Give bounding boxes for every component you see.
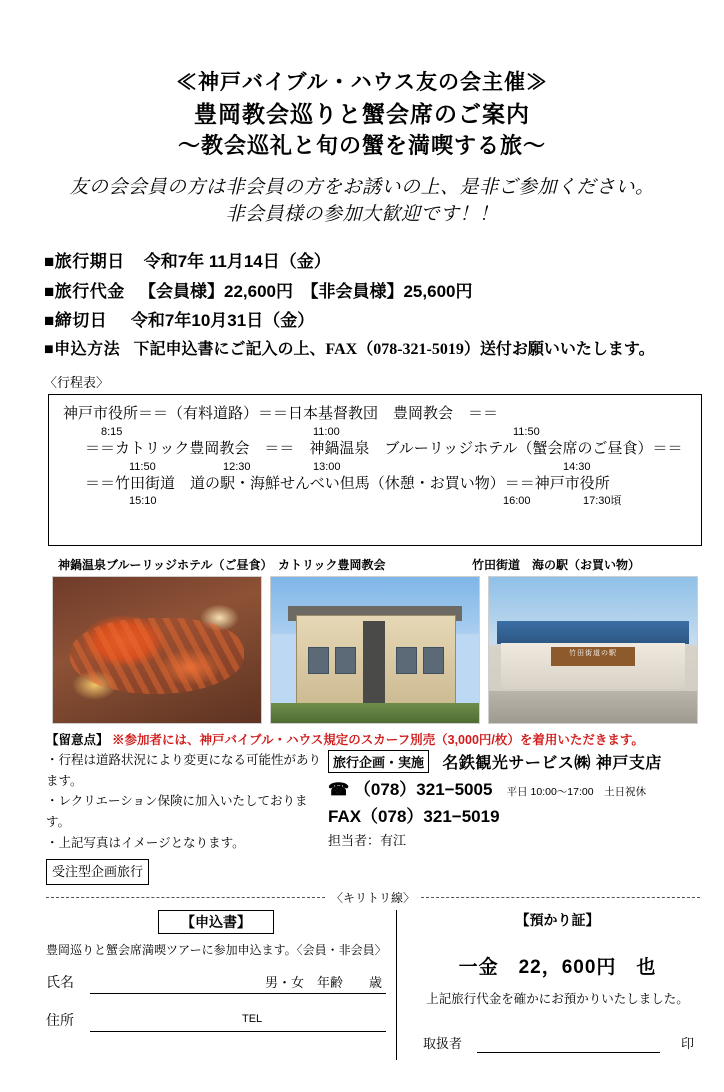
title-block [0, 68, 724, 162]
info-row-deadline [44, 306, 694, 336]
forms-row [46, 910, 700, 1060]
itinerary-time: 13:00 [313, 460, 341, 473]
michinoeki-roof [497, 621, 688, 644]
church-window [396, 647, 417, 674]
address-field-line[interactable] [90, 1030, 386, 1032]
info-label-deadline: ■締切日 [44, 311, 108, 331]
agency-block [324, 750, 698, 885]
cut-line [46, 889, 700, 906]
info-value-date: 令和7年 11月14日（金） [143, 251, 331, 271]
photo-caption-crab-meal: 神鍋温泉ブルーリッジホテル（ご昼食） [58, 558, 273, 573]
cut-line-dash-right [421, 897, 700, 898]
info-block [44, 247, 694, 364]
itinerary-time: 12:30 [223, 460, 251, 473]
subtitle-line-2: 非会員様の参加大歓迎です！！ [225, 204, 499, 226]
receipt-amount: 一金 22，600円 也 [458, 956, 657, 978]
info-row-price [44, 277, 694, 307]
title-line-2: 豊岡教会巡りと蟹会席のご案内 [194, 100, 530, 127]
photo-church [270, 576, 480, 724]
info-value-method: 下記申込書にご記入の上、FAX（078-321-5019）送付お願いいたします。 [133, 341, 655, 359]
agency-tel-line [328, 775, 698, 800]
church-lawn [271, 703, 479, 723]
agency-fax: FAX（078）321−5019 [328, 807, 500, 827]
handler-label: 取扱者 [423, 1035, 463, 1051]
info-row-date [44, 247, 694, 277]
name-field-label: 氏名 [46, 973, 74, 990]
receipt-note: 上記旅行代金を確かにお預かりいたしました。 [426, 991, 689, 1006]
church-window [423, 647, 444, 674]
notes-heading-label: 【留意点】 [46, 733, 109, 748]
itinerary-time: 11:50 [129, 460, 156, 473]
photo-strip [52, 576, 698, 724]
handler-line[interactable] [477, 1052, 660, 1053]
itinerary-time: 8:15 [101, 425, 123, 438]
subtitle-block [0, 174, 724, 229]
receipt-form [397, 910, 700, 1060]
address-field-label: 住所 [46, 1011, 74, 1028]
church-window [335, 647, 356, 674]
application-form [46, 910, 397, 1060]
photo-captions [0, 556, 724, 574]
itinerary-row-2-times [63, 459, 687, 475]
receipt-title-wrap [415, 910, 700, 930]
photo-michinoeki [488, 576, 698, 724]
itinerary-time: 11:00 [313, 425, 340, 438]
info-value-deadline: 令和7年10月31日（金） [130, 311, 315, 331]
name-field-suffix: 男・女 年齢 歳 [262, 972, 382, 991]
agency-role-badge: 旅行企画・実施 [328, 750, 429, 773]
notes-columns [46, 750, 698, 885]
agency-staff: 担当者：有江 [328, 833, 407, 849]
notes-heading [46, 730, 698, 748]
receipt-title: 【預かり証】 [515, 911, 600, 928]
notes-list [46, 750, 324, 885]
title-line-3: 〜教会巡礼と旬の蟹を満喫する旅〜 [177, 133, 546, 159]
cut-line-label: 〈キリトリ線〉 [331, 890, 416, 905]
itinerary-time: 11:50 [513, 425, 540, 438]
michinoeki-ground [489, 691, 697, 723]
info-label-date: ■旅行期日 [44, 251, 125, 271]
cut-line-dash-left [46, 897, 325, 898]
itinerary-box [48, 394, 702, 546]
church-tower [363, 621, 386, 712]
application-form-description: 豊岡巡りと蟹会席満喫ツアーに参加申込ます。〈会員・非会員〉 [46, 942, 387, 957]
info-label-price: ■旅行代金 [44, 281, 125, 301]
application-form-title-wrap [46, 910, 386, 934]
itinerary-row-2-text: ＝＝カトリック豊岡教会 ＝＝ 神鍋温泉 ブルーリッジホテル（蟹会席のご昼食）＝＝ [85, 439, 683, 457]
itinerary-row-3-text: ＝＝竹田街道 道の駅・海鮮せんべい但馬（休憩・お買い物）＝＝神戸市役所 [85, 474, 610, 492]
flyer-page [0, 68, 724, 1092]
info-row-method [44, 336, 694, 364]
name-field-row[interactable] [46, 972, 386, 996]
notes-heading-warning: ※参加者には、神戸バイブル・ハウス規定のスカーフ別売（3,000円/枚）を着用いただきます。 [112, 733, 644, 748]
itinerary-time: 16:00 [503, 495, 531, 508]
note-item: ・行程は道路状況により変更になる可能性があります。 [46, 753, 322, 788]
note-item: ・レクリエーション保険に加入いたしております。 [46, 794, 308, 829]
telephone-icon: ☎ [328, 780, 350, 800]
agency-name: 名鉄観光サービス㈱ 神戸支店 [442, 755, 662, 773]
itinerary-time: 17:30頃 [583, 495, 622, 508]
tel-field-label: TEL [242, 1012, 263, 1025]
application-form-title: 【申込書】 [158, 910, 274, 934]
info-value-price: 【会員様】22,600円 【非会員様】25,600円 [138, 281, 473, 301]
itinerary-time: 15:10 [129, 495, 157, 508]
seal-label: 印 [680, 1035, 694, 1051]
note-item: ・上記写真はイメージとなります。 [46, 835, 245, 850]
agency-header [328, 750, 698, 773]
itinerary-time: 14:30 [563, 460, 591, 473]
photo-caption-church: カトリック豊岡教会 [278, 558, 386, 573]
church-window [308, 647, 329, 674]
title-line-1: ≪神戸バイブル・ハウス友の会主催≫ [176, 71, 548, 94]
info-label-method: ■申込方法 [44, 341, 121, 359]
itinerary-row-3-times [63, 493, 687, 509]
subtitle-line-1: 友の会会員の方は非会員の方をお誘いの上、是非ご参加ください。 [69, 176, 655, 198]
agency-tel-hours: 平日 10:00〜17:00 土日祝休 [506, 786, 647, 799]
address-field-row[interactable] [46, 1010, 386, 1034]
itinerary-row-1-text: 神戸市役所＝＝（有料道路）＝＝日本基督教団 豊岡教会 ＝＝ [63, 405, 499, 423]
notes-section [46, 730, 698, 885]
itinerary-row-1-times [63, 424, 687, 440]
name-field-line[interactable] [90, 992, 386, 994]
photo-crab-meal [52, 576, 262, 724]
contract-type-badge: 受注型企画旅行 [46, 859, 149, 884]
michinoeki-sign: 竹田街道の駅 [551, 647, 634, 666]
agency-tel: （078）321−5005 [353, 780, 493, 800]
itinerary-caption: 〈行程表〉 [44, 375, 110, 391]
handler-row[interactable] [415, 1033, 700, 1055]
photo-caption-michinoeki: 竹田街道 海の駅（お買い物） [472, 558, 641, 573]
